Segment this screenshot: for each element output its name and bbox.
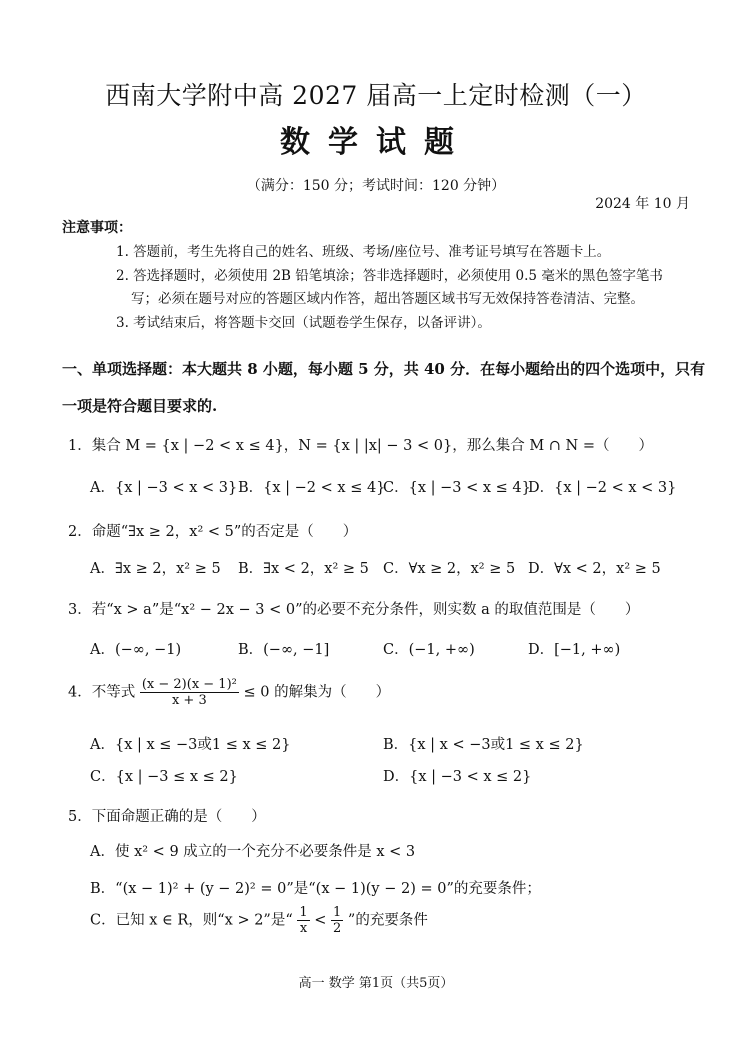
question-3-option-d: D．[−1, +∞) — [528, 642, 621, 658]
question-5-fraction-2 — [331, 905, 343, 936]
notice-item-3: 3. 考试结束后，将答题卡交回（试题卷学生保存，以备评讲）。 — [116, 315, 491, 331]
question-5-fraction-1-denominator: x — [299, 921, 308, 936]
question-4-fraction — [140, 677, 239, 708]
question-4-option-a: A．{x | x ≤ −3或1 ≤ x ≤ 2} — [90, 737, 291, 753]
question-2-option-b: B．∃x < 2，x² ≥ 5 — [238, 561, 369, 577]
exam-date: 2024 年 10 月 — [595, 196, 690, 212]
notice-item-1: 1. 答题前，考生先将自己的姓名、班级、考场/座位号、准考证号填写在答题卡上。 — [116, 244, 611, 260]
question-3-stem: 3．若“x > a”是“x² − 2x − 3 < 0”的必要不充分条件，则实数 a 的取值范围是（ ） — [68, 602, 640, 618]
question-4-fraction-denominator: x + 3 — [171, 693, 207, 708]
question-2-stem: 2．命题“∃x ≥ 2，x² < 5”的否定是（ ） — [68, 524, 358, 540]
question-5-stem: 5．下面命题正确的是（ ） — [68, 809, 266, 825]
question-3-option-b: B．(−∞, −1] — [238, 642, 330, 658]
notice-heading: 注意事项： — [62, 220, 132, 236]
question-3-option-a: A．(−∞, −1) — [90, 642, 182, 658]
question-2-option-c: C．∀x ≥ 2，x² ≥ 5 — [383, 561, 516, 577]
question-5-less-than: < — [314, 912, 327, 929]
question-1-option-a: A．{x | −3 < x < 3} — [90, 480, 238, 496]
question-1-option-c: C．{x | −3 < x ≤ 4} — [383, 480, 531, 496]
question-5-fraction-1 — [297, 905, 309, 936]
question-4-stem-suffix: ≤ 0 的解集为（ ） — [243, 684, 391, 701]
page-footer: 高一 数学 第1页（共5页） — [298, 976, 454, 991]
question-3-option-c: C．(−1, +∞) — [383, 642, 475, 658]
question-5-fraction-2-numerator: 1 — [333, 905, 342, 920]
question-4-stem — [68, 677, 390, 708]
question-4-fraction-numerator: (x − 2)(x − 1)² — [141, 677, 237, 692]
question-1-option-d: D．{x | −2 < x < 3} — [528, 480, 677, 496]
question-4-option-c: C．{x | −3 ≤ x ≤ 2} — [90, 769, 238, 785]
question-5-fraction-2-denominator: 2 — [333, 921, 342, 936]
notice-item-2: 2. 答选择题时，必须使用 2B 铅笔填涂；答非选择题时，必须使用 0.5 毫米的黑色签字笔书 — [116, 268, 663, 284]
exam-meta: （满分：150 分；考试时间：120 分钟） — [246, 178, 506, 194]
question-5-option-c-suffix: ”的充要条件 — [347, 912, 428, 929]
section-heading-cont: 一项是符合题目要求的. — [62, 397, 218, 415]
exam-title: 西南大学附中高 2027 届高一上定时检测（一） — [105, 81, 647, 110]
question-5-option-c-prefix: C．已知 x ∈ R，则“x > 2”是“ — [90, 912, 293, 929]
notice-item-2-cont: 写；必须在题号对应的答题区域内作答，超出答题区域书写无效保持答卷清洁、完整。 — [131, 291, 644, 307]
section-heading: 一、单项选择题：本大题共 8 小题，每小题 5 分，共 40 分．在每小题给出的四个选项中，只有 — [62, 360, 706, 378]
question-5-option-c — [90, 905, 428, 936]
question-4-option-b: B．{x | x < −3或1 ≤ x ≤ 2} — [383, 737, 584, 753]
question-4-option-d: D．{x | −3 < x ≤ 2} — [383, 769, 532, 785]
question-4-stem-prefix: 4．不等式 — [68, 684, 136, 701]
question-2-option-a: A．∃x ≥ 2，x² ≥ 5 — [90, 561, 221, 577]
question-1-option-b: B．{x | −2 < x ≤ 4} — [238, 480, 386, 496]
question-5-fraction-1-numerator: 1 — [299, 905, 308, 920]
question-5-option-a: A．使 x² < 9 成立的一个充分不必要条件是 x < 3 — [90, 844, 416, 860]
question-2-option-d: D．∀x < 2，x² ≥ 5 — [528, 561, 661, 577]
question-5-option-b: B．“(x − 1)² + (y − 2)² = 0”是“(x − 1)(y − 2) = 0”的充要条件； — [90, 881, 541, 897]
exam-subject: 数学试题 — [280, 125, 472, 160]
question-1-stem: 1．集合 M = {x | −2 < x ≤ 4}，N = {x | |x| − 3 < 0}，那么集合 M ∩ N =（ ） — [68, 438, 653, 454]
